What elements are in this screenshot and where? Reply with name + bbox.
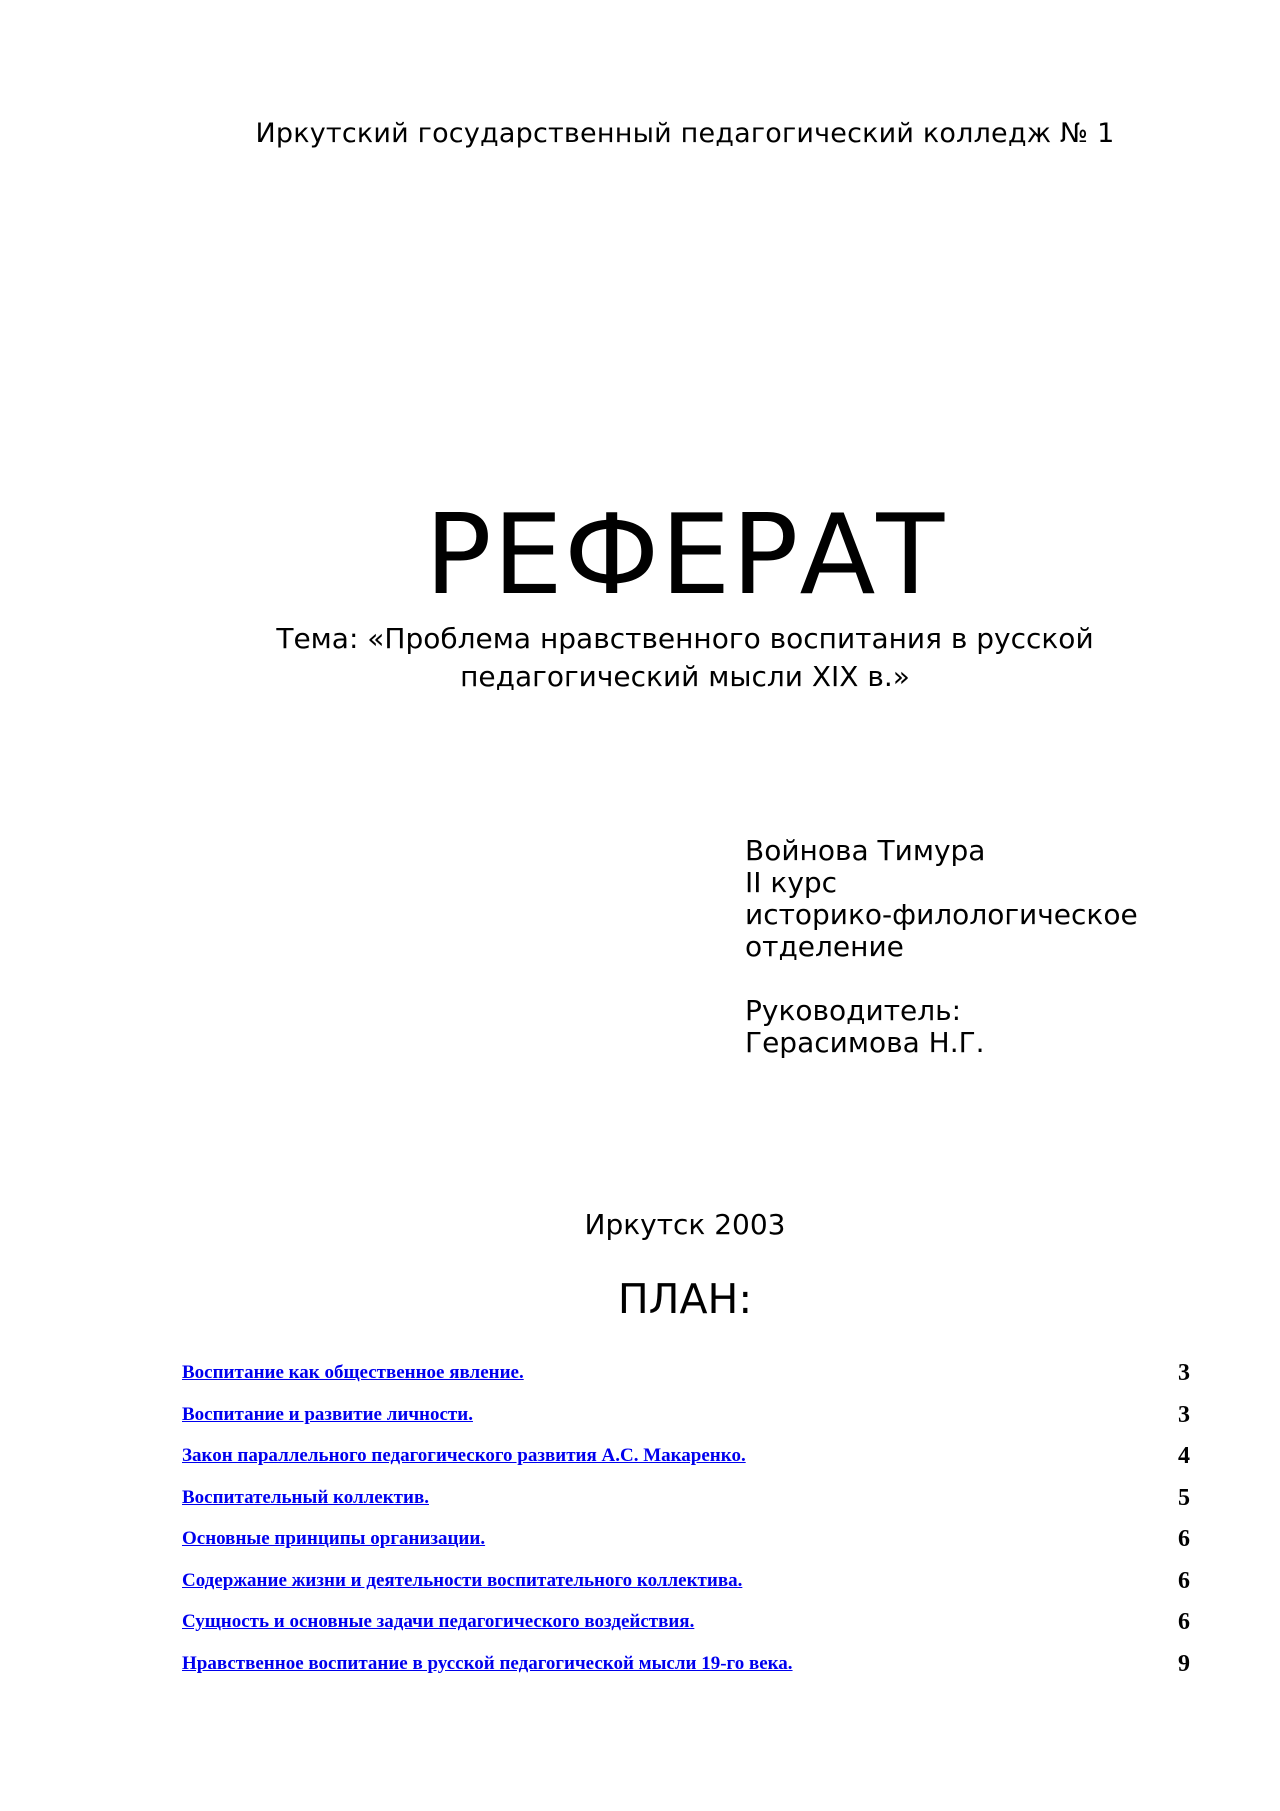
toc-page-number: 6 <box>1178 1526 1190 1552</box>
toc-page-number: 9 <box>1178 1650 1190 1677</box>
document-type-title: РЕФЕРАТ <box>424 491 946 620</box>
toc-page-number: 4 <box>1178 1443 1190 1469</box>
toc-link[interactable]: Сущность и основные задачи педагогического воздействия. <box>182 1611 695 1632</box>
supervisor-name: Герасимова Н.Г. <box>745 1026 985 1059</box>
supervisor-label: Руководитель: <box>745 994 962 1027</box>
toc-page-number: 6 <box>1178 1609 1190 1635</box>
city-year: Иркутск 2003 <box>584 1208 786 1241</box>
toc-item <box>182 1567 1190 1612</box>
toc-page-number: 6 <box>1178 1567 1190 1594</box>
toc-item <box>182 1445 1190 1487</box>
toc-item <box>182 1528 1190 1570</box>
toc-item <box>182 1401 1190 1446</box>
plan-title: ПЛАН: <box>617 1275 753 1323</box>
toc-item <box>182 1362 1190 1404</box>
author-department-line2: отделение <box>745 930 904 963</box>
toc-link[interactable]: Содержание жизни и деятельности воспитательного коллектива. <box>182 1569 743 1591</box>
toc-page-number: 3 <box>1178 1360 1190 1386</box>
toc-link[interactable]: Закон параллельного педагогического развития А.С. Макаренко. <box>182 1445 746 1466</box>
toc-link[interactable]: Воспитательный коллектив. <box>182 1486 429 1508</box>
toc-item <box>182 1611 1190 1653</box>
author-course: II курс <box>745 866 838 899</box>
toc-item <box>182 1484 1190 1529</box>
institution-name: Иркутский государственный педагогический колледж № 1 <box>255 118 1115 149</box>
author-department-line1: историко-филологическое <box>745 898 1138 931</box>
toc-link[interactable]: Нравственное воспитание в русской педагогической мысли 19-го века. <box>182 1652 793 1674</box>
toc-item <box>182 1650 1190 1695</box>
spacer <box>745 963 1245 995</box>
toc-page-number: 5 <box>1178 1484 1190 1511</box>
toc-link[interactable]: Воспитание как общественное явление. <box>182 1362 524 1383</box>
toc-page-number: 3 <box>1178 1401 1190 1428</box>
table-of-contents <box>182 1362 1190 1694</box>
toc-link[interactable]: Основные принципы организации. <box>182 1528 486 1549</box>
author-name: Войнова Тимура <box>745 834 986 867</box>
author-block <box>745 835 1245 1059</box>
topic-line: Тема: «Проблема нравственного воспитания в русской педагогический мысли XIX в.» <box>276 622 1094 693</box>
toc-link[interactable]: Воспитание и развитие личности. <box>182 1403 473 1425</box>
